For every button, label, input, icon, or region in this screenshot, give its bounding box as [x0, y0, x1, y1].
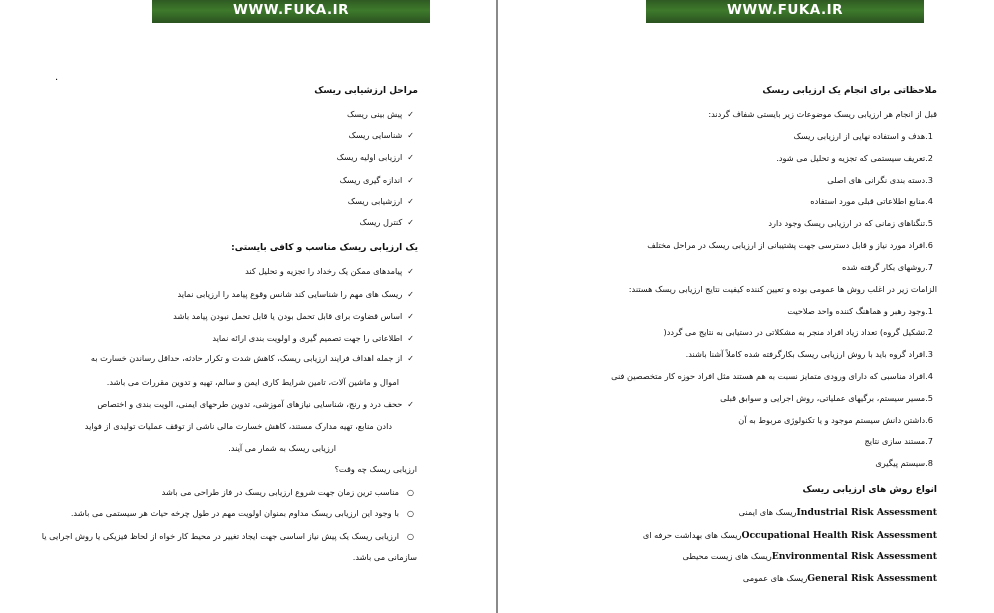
consideration-item: 1.هدف و استفاده نهایی از ارزیابی ریسک: [793, 131, 933, 141]
when-heading: ارزیابی ریسک چه وقت؟: [334, 464, 417, 474]
risk-type-en: Environmental Risk Assessment: [771, 551, 937, 562]
consideration-item: 6.افراد مورد نیاز و قابل دسترسی جهت پشتیبانی از ارزیابی ریسک در مراحل مختلف: [647, 240, 933, 250]
stage-item: ✓ اندازه گیری ریسک: [340, 175, 414, 185]
when-item: ○ مناسب ترین زمان جهت شروع ارزیابی ریسک در فاز طراحی می باشد: [162, 487, 414, 497]
consideration-item: 4.منابع اطلاعاتی قبلی مورد استفاده: [810, 196, 933, 206]
proper-item-continuation: اموال و ماشین آلات، تامین شرایط کاری ایمن و سالم، تهیه و تدوین مقررات می باشد.: [106, 377, 399, 387]
requirement-item: 4.افراد مناسبی که دارای ورودی متمایز نسبت به هم هستند مثل افراد حوزه کار متخصصین فنی: [611, 371, 933, 381]
site-banner: WWW.FUKA.IR: [646, 0, 924, 23]
considerations-intro: قبل از انجام هر ارزیابی ریسک موضوعات زیر بایستی شفاف گردند:: [708, 109, 937, 119]
site-banner: WWW.FUKA.IR: [152, 0, 430, 23]
document-page-right: [498, 0, 994, 613]
when-item: ○ ارزیابی ریسک یک پیش نیاز اساسی جهت ایجاد تغییر در محیط کار خواه از لحاظ فیزیکی یا روش اجرایی یا: [42, 531, 414, 541]
risk-type-row: [739, 507, 937, 518]
document-page-left: [0, 0, 496, 613]
types-heading: انواع روش های ارزیابی ریسک: [802, 485, 937, 495]
risk-type-row: [683, 551, 937, 562]
proper-item: ✓ اساس قضاوت برای قابل تحمل بودن یا قابل تحمل نبودن پیامد باشد: [173, 311, 414, 321]
risk-type-fa: ریسک های زیست محیطی: [682, 551, 772, 561]
consideration-item: 5.تنگناهای زمانی که در ارزیابی ریسک وجود دارد: [768, 218, 933, 228]
risk-type-en: Industrial Risk Assessment: [796, 507, 937, 518]
risk-type-en: General Risk Assessment: [807, 573, 937, 584]
stray-dot: .: [55, 72, 59, 83]
proper-item: ✓ از جمله اهداف فرایند ارزیابی ریسک، کاهش شدت و تکرار حادثه، حداقل رساندن خسارت به: [91, 353, 414, 363]
considerations-heading: ملاحظاتی برای انجام یک ارزیابی ریسک: [762, 86, 937, 96]
requirement-item: 2.تشکیل گروه) تعداد زیاد افراد منجر به مشکلاتی در دستیابی به نتایج می گردد(: [663, 327, 933, 337]
proper-item: ✓ ریسک های مهم را شناسایی کند شانس وقوع پیامد را ارزیابی نماید: [177, 289, 414, 299]
consideration-item: 3.دسته بندی نگرانی های اصلی: [827, 175, 933, 185]
stage-item: ✓ ارزیابی اولیه ریسک: [337, 152, 414, 162]
stage-item: ✓ پیش بینی ریسک: [347, 109, 414, 119]
proper-assessment-heading: یک ارزیابی ریسک مناسب و کافی بایستی:: [231, 243, 418, 253]
requirement-item: 6.داشتن دانش سیستم موجود و یا تکنولوژی مربوط به آن: [738, 415, 933, 425]
proper-item-continuation: ارزیابی ریسک به شمار می آیند.: [228, 443, 336, 453]
requirement-item: 3.افراد گروه باید با روش ارزیابی ریسک بکارگرفته شده کاملاً آشنا باشند.: [685, 349, 933, 359]
when-item-continuation: سازمانی می باشد.: [352, 552, 417, 562]
requirement-item: 1.وجود رهبر و هماهنگ کننده واحد صلاحیت: [787, 306, 933, 316]
risk-type-en: Occupational Health Risk Assessment: [741, 530, 937, 541]
proper-item-continuation: دادن منابع، تهیه مدارک مستند، کاهش خسارت مالی ناشی از توقف عملیات تولیدی از فواید: [84, 421, 392, 431]
risk-type-row: [743, 573, 937, 584]
proper-item: ✓ اطلاعاتی را جهت تصمیم گیری و اولویت بندی ارائه نماید: [212, 333, 414, 343]
risk-type-fa: ریسک های عمومی: [742, 573, 808, 583]
requirement-item: 7.مستند سازی نتایج: [864, 436, 933, 446]
requirement-item: 5.مسیر سیستم، برگیهای عملیاتی، روش اجرایی و سوابق قبلی: [720, 393, 933, 403]
stage-item: ✓ ارزشیابی ریسک: [348, 196, 414, 206]
proper-item: ✓ ححف درد و رنج، شناسایی نیازهای آموزشی، تدوین طرحهای ایمنی، الویت بندی و اختصاص: [97, 399, 414, 409]
proper-item: ✓ پیامدهای ممکن یک رخداد را تجزیه و تحلیل کند: [245, 266, 414, 276]
stages-heading: مراحل ارزشیابی ریسک: [314, 86, 418, 96]
consideration-item: 7.روشهای بکار گرفته شده: [842, 262, 933, 272]
risk-type-row: [643, 530, 937, 541]
risk-type-fa: ریسک های ایمنی: [738, 507, 797, 517]
stage-item: ✓ شناسایی ریسک: [349, 130, 414, 140]
requirements-intro: الزامات زیر در اغلب روش ها عمومی بوده و تعیین کننده کیفیت نتایج ارزیابی ریسک هستند:: [628, 284, 937, 294]
risk-type-fa: ریسک های بهداشت حرفه ای: [642, 530, 742, 540]
requirement-item: 8.سیستم پیگیری: [875, 458, 933, 468]
consideration-item: 2.تعریف سیستمی که تجزیه و تحلیل می شود.: [776, 153, 933, 163]
when-item: ○ با وجود این ارزیابی ریسک مداوم بمنوان اولویت مهم در طول چرخه حیات هر سیستمی می باشد.: [71, 508, 414, 518]
stage-item: ✓ کنترل ریسک: [360, 217, 414, 227]
